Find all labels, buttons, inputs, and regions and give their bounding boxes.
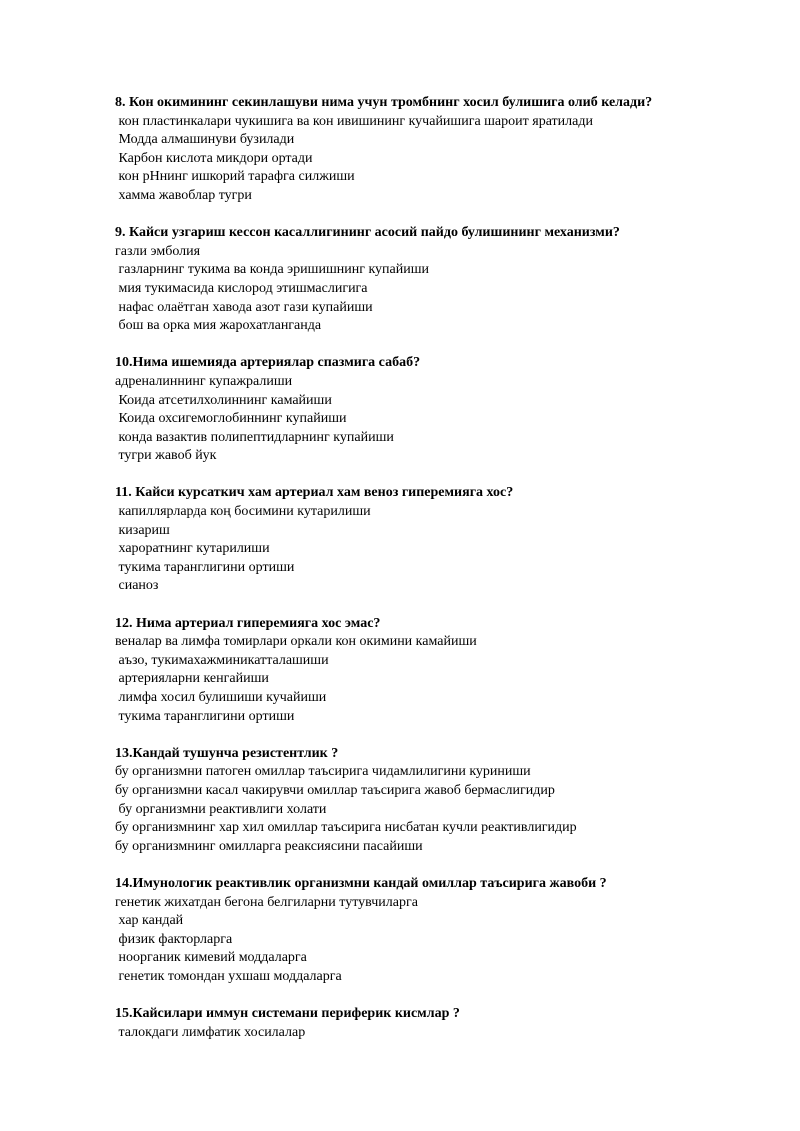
- answer-option: веналар ва лимфа томирлари оркали кон окимини камайиши: [115, 634, 477, 650]
- question-title: 11. Кайси курсаткич хам артериал хам веноз гиперемияга хос?: [115, 485, 514, 501]
- question-10: [115, 354, 775, 466]
- answer-option: газли эмболия: [115, 243, 201, 259]
- answer-option: лимфа хосил булишиши кучайиши: [115, 690, 327, 705]
- answer-list: [115, 243, 775, 336]
- question-title: 14.Имунологик реактивлик организмни кандай омиллар таъсирига жавоби ?: [115, 875, 607, 891]
- question-title: 15.Кайсилари иммун системани периферик кисмлар ?: [115, 1006, 460, 1022]
- answer-option: кизариш: [115, 522, 170, 538]
- answer-option: тукима таранглигини ортиши: [115, 559, 295, 575]
- question-title: 10.Нима ишемияда артериялар спазмига сабаб?: [115, 355, 421, 371]
- question-14: [115, 875, 775, 987]
- answer-option: адреналиннинг купажралиши: [115, 373, 293, 389]
- answer-option: бу организмни патоген омиллар таъсирига чидамлилигини куриниши: [115, 764, 531, 780]
- answer-list: [115, 894, 775, 987]
- answer-option: бу организмни реактивлиги холати: [115, 801, 327, 817]
- answer-option: бу организмни касал чакирувчи омиллар таъсирига жавоб бермаслигидир: [115, 782, 555, 798]
- answer-list: [115, 633, 775, 726]
- answer-option: хар кандай: [115, 913, 184, 929]
- question-13: [115, 745, 775, 857]
- answer-list: [115, 113, 775, 206]
- answer-option: конда вазактив полипептидларнинг купайиши: [115, 429, 394, 445]
- answer-option: нафас олаётган хавода азот гази купайиши: [115, 299, 373, 315]
- answer-option: генетик жихатдан бегона белгиларни тутувчиларга: [115, 894, 418, 910]
- answer-option: Коида атсетилхолиннинг камайиши: [115, 392, 332, 408]
- answer-option: кон пластинкалари чукишига ва кон ивишининг кучайишига шароит яратилади: [115, 113, 593, 129]
- question-12: [115, 615, 775, 727]
- answer-option: сианоз: [115, 578, 159, 594]
- question-title: 13.Кандай тушунча резистентлик ?: [115, 745, 339, 761]
- question-title: 8. Кон окимининг секинлашуви нима учун тромбнинг хосил булишига олиб келади?: [115, 95, 653, 110]
- answer-list: [115, 503, 775, 596]
- answer-list: [115, 763, 775, 856]
- answer-option: капиллярларда коң босимини кутарилиши: [115, 504, 371, 520]
- answer-option: бу организмнинг хар хил омиллар таъсирига нисбатан кучли реактивлигидир: [115, 820, 577, 836]
- answer-option: мия тукимасида кислород этишмаслигига: [115, 280, 368, 296]
- question-15: [115, 1005, 775, 1042]
- answer-option: физик факторларга: [115, 931, 233, 947]
- answer-option: бу организмнинг омилларга реаксиясини пасайиши: [115, 838, 423, 854]
- answer-option: кон рНнинг ишкорий тарафга силжиши: [115, 169, 355, 185]
- answer-list: [115, 373, 775, 466]
- question-11: [115, 484, 775, 596]
- question-8: [115, 94, 775, 206]
- answer-option: Модда алмашинуви бузилади: [115, 132, 295, 148]
- document-page: [115, 94, 775, 1061]
- answer-option: тукима таранглигини ортиши: [115, 708, 295, 724]
- answer-option: ноорганик кимевий моддаларга: [115, 950, 307, 966]
- answer-option: талокдаги лимфатик хосилалар: [115, 1024, 306, 1040]
- answer-option: хароратнинг кутарилиши: [115, 541, 270, 557]
- answer-option: Карбон кислота микдори ортади: [115, 150, 313, 166]
- answer-option: аъзо, тукимахажминикатталашиши: [115, 652, 329, 668]
- question-9: [115, 224, 775, 336]
- answer-option: тугри жавоб йук: [115, 448, 217, 464]
- answer-option: газларнинг тукима ва конда эришишнинг купайиши: [115, 262, 430, 278]
- answer-option: генетик томондан ухшаш моддаларга: [115, 968, 342, 984]
- answer-option: хамма жавоблар тугри: [115, 187, 252, 203]
- question-title: 12. Нима артериал гиперемияга хос эмас?: [115, 615, 381, 631]
- question-title: 9. Кайси узгариш кессон касаллигининг асосий пайдо булишининг механизми?: [115, 225, 620, 241]
- answer-list: [115, 1024, 775, 1043]
- answer-option: артерияларни кенгайиши: [115, 671, 269, 687]
- answer-option: Коида охсигемоглобиннинг купайиши: [115, 411, 347, 427]
- answer-option: бош ва орка мия жарохатланганда: [115, 318, 322, 334]
